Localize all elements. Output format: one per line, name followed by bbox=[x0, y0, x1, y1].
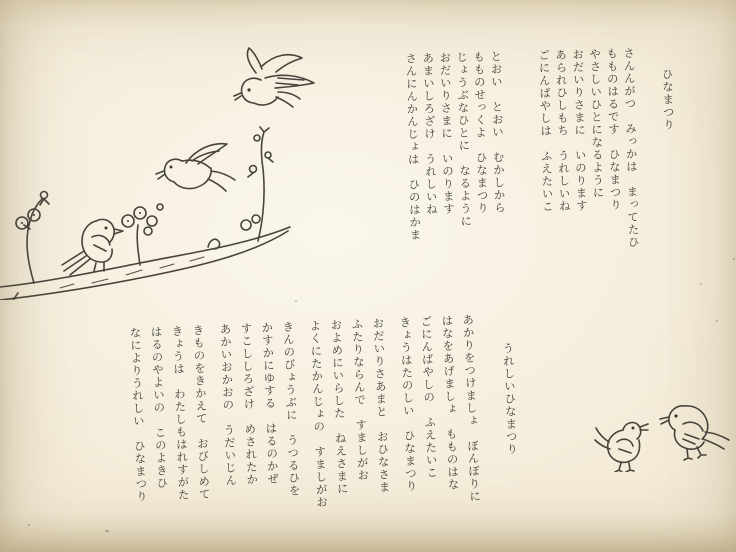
plum-branch-icon bbox=[0, 125, 300, 300]
poem-verse bbox=[534, 47, 641, 257]
two-chicks-illustration bbox=[593, 392, 733, 472]
poem-line: はなをあげましょ もものはな bbox=[440, 314, 459, 492]
poem-title: ひなまつり bbox=[660, 68, 675, 132]
paper-speck bbox=[700, 283, 702, 285]
poem-line: ふたりならんで すましがお bbox=[350, 317, 369, 483]
poem-line: ごにんばやしは ふえたいこ bbox=[537, 49, 554, 214]
poem-line: もものはるです ひなまつり bbox=[605, 47, 622, 212]
poem-line: おだいりさまに いのります bbox=[571, 48, 588, 213]
poem-line: あかりをつけましょ ぼんぼりに bbox=[461, 313, 481, 503]
poem-line: はるのやよいの このよきひ bbox=[149, 325, 168, 490]
poem-verse bbox=[213, 320, 305, 541]
poem-line: さんんがつ みっかは まってたひ bbox=[622, 46, 639, 249]
poem-line: なによりうれしい ひなまつり bbox=[128, 326, 148, 504]
paper-speck bbox=[295, 300, 297, 302]
poem-line: おだいりさあまと おひなさま bbox=[371, 317, 390, 494]
poem-verse bbox=[393, 313, 485, 534]
paper-speck bbox=[716, 320, 718, 322]
poem-line: かすかにゆする はるのかぜ bbox=[260, 321, 279, 486]
flying-bird-illustration bbox=[225, 42, 320, 117]
paper-speck bbox=[733, 258, 735, 260]
poem-line: さんにんかんじょは ひのはかま bbox=[404, 52, 421, 242]
poem-line: あられひしもち うれしいね bbox=[554, 48, 571, 213]
poem-line: じょうぶなひとに なるように bbox=[455, 51, 472, 228]
poem-line: あかいおかおの うだいじん bbox=[218, 322, 237, 488]
poem-line: きものをきかえて おびしめて bbox=[191, 324, 211, 501]
poem-verse bbox=[123, 324, 215, 545]
poem-line: あまいしろざけ うれしいね bbox=[421, 51, 438, 216]
flying-bird-icon bbox=[225, 42, 320, 117]
plum-branch-illustration bbox=[0, 125, 300, 300]
poem-line: おだいりさまに いのります bbox=[438, 51, 455, 216]
poem-line: やさしいひとになるように bbox=[588, 47, 604, 200]
poem-line: きんのびょうぶに うつるひを bbox=[281, 320, 300, 498]
poem-line: ごにんばやしの ふえたいこ bbox=[419, 315, 438, 480]
poem-line: きょうはたのしい ひなまつり bbox=[398, 316, 417, 493]
poem-verse bbox=[303, 317, 395, 538]
poem-line: もものせっくよ ひなまつり bbox=[472, 50, 489, 215]
poem-line: とおい とおい むかしから bbox=[489, 50, 506, 215]
poem-hinamatsuri bbox=[401, 46, 679, 261]
poem-line: よくにたかんじょの すましがお bbox=[308, 319, 328, 509]
paper-speck bbox=[105, 530, 109, 532]
poem-line: すこししろざけ めされたか bbox=[239, 322, 258, 487]
poem-line: およめにいらした ねえさまに bbox=[329, 318, 348, 496]
poem-ureshii-hinamatsuri bbox=[117, 312, 524, 545]
paper-speck bbox=[28, 524, 30, 526]
poem-title: うれしいひなまつり bbox=[501, 342, 518, 456]
poem-line: きょうは わたしもはれすがた bbox=[170, 324, 190, 502]
two-chicks-icon bbox=[593, 392, 733, 472]
poem-verse bbox=[401, 50, 508, 260]
